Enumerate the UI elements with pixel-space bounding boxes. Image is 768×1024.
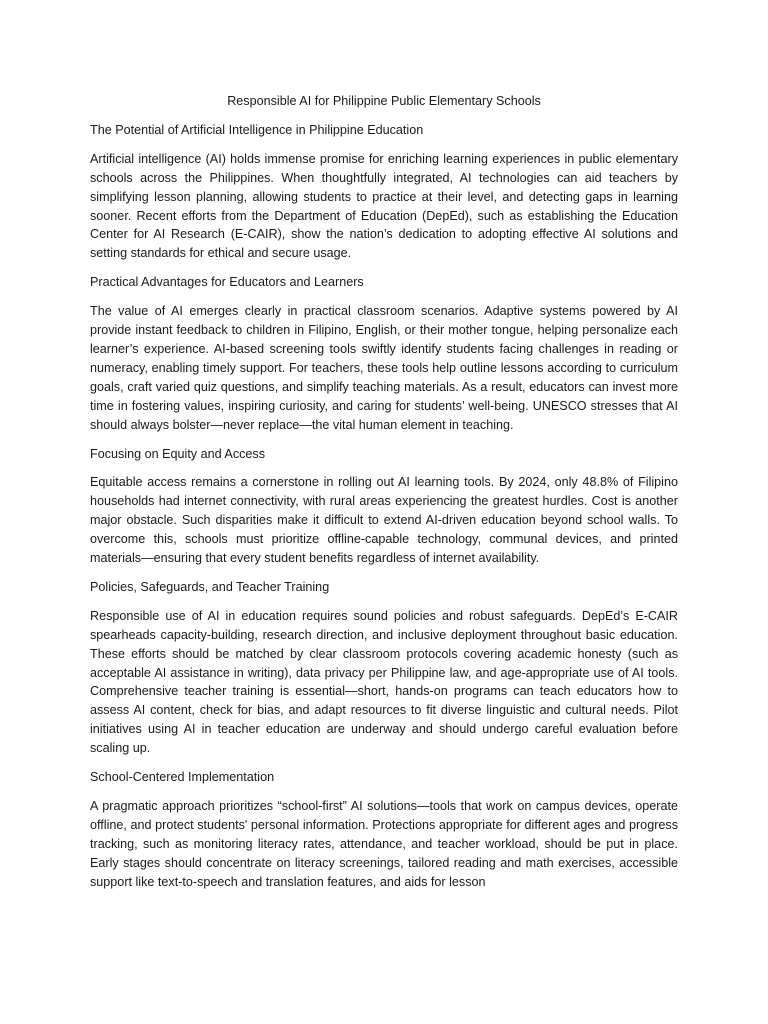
section-body-advantages: The value of AI emerges clearly in practical classroom scenarios. Adaptive systems powered by AI provide instant feedback to children in Filipino, English, or their mother tongue, helping personalize each learner’s experience. AI-based screening tools swiftly identify students facing challenges in reading or numeracy, enabling timely support. For teachers, these tools help outline lessons according to curriculum goals, craft varied quiz questions, and simplify teaching materials. As a result, educators can invest more time in fostering values, inspiring curiosity, and caring for students’ well-being. UNESCO stresses that AI should always bolster—never replace—the vital human element in teaching. <box>90 304 678 432</box>
section-heading-policies: Policies, Safeguards, and Teacher Training <box>90 579 330 594</box>
section-body-policies: Responsible use of AI in education requires sound policies and robust safeguards. DepEd’s E-CAIR spearheads capacity-building, research direction, and inclusive deployment throughout basic education. These efforts should be matched by clear classroom protocols covering academic honesty (such as acceptable AI assistance in writing), data privacy per Philippine law, and age-appropriate use of AI tools. Comprehensive teacher training is essential—short, hands-on programs can teach educators how to assess AI content, check for bias, and adapt resources to fit diverse linguistic and cultural needs. Pilot initiatives using AI in teacher education are underway and should undergo careful evaluation before scaling up. <box>90 608 678 756</box>
section-body-equity: Equitable access remains a cornerstone in rolling out AI learning tools. By 2024, only 48.8% of Filipino households had internet connectivity, with rural areas experiencing the greatest hurdles. Cost is another major obstacle. Such disparities make it difficult to extend AI-driven education beyond school walls. To overcome this, schools must prioritize offline-capable technology, communal devices, and printed materials—ensuring that every student benefits regardless of internet availability. <box>90 475 678 566</box>
document-page <box>90 92 678 902</box>
section-heading-equity: Focusing on Equity and Access <box>90 446 266 461</box>
section-heading-implementation: School-Centered Implementation <box>90 770 275 785</box>
section-body-potential: Artificial intelligence (AI) holds immense promise for enriching learning experiences in public elementary schools across the Philippines. When thoughtfully integrated, AI technologies can aid teachers by simplifying lesson planning, allowing students to practice at their level, and detecting gaps in learning sooner. Recent efforts from the Department of Education (DepEd), such as establishing the Education Center for AI Research (E-CAIR), show the nation’s dedication to adopting effective AI solutions and setting standards for ethical and secure usage. <box>90 151 678 261</box>
document-title: Responsible AI for Philippine Public Elementary Schools <box>227 94 541 108</box>
section-body-implementation: A pragmatic approach prioritizes “school-first” AI solutions—tools that work on campus devices, operate offline, and protect students' personal information. Protections appropriate for different ages and progress tracking, such as monitoring literacy rates, attendance, and teacher workload, should be put in place. Early stages should concentrate on literacy screenings, tailored reading and math exercises, accessible support like text-to-speech and translation features, and aids for lesson <box>90 799 678 889</box>
section-heading-advantages: Practical Advantages for Educators and Learners <box>90 275 364 290</box>
section-heading-potential: The Potential of Artificial Intelligence in Philippine Education <box>90 122 424 137</box>
